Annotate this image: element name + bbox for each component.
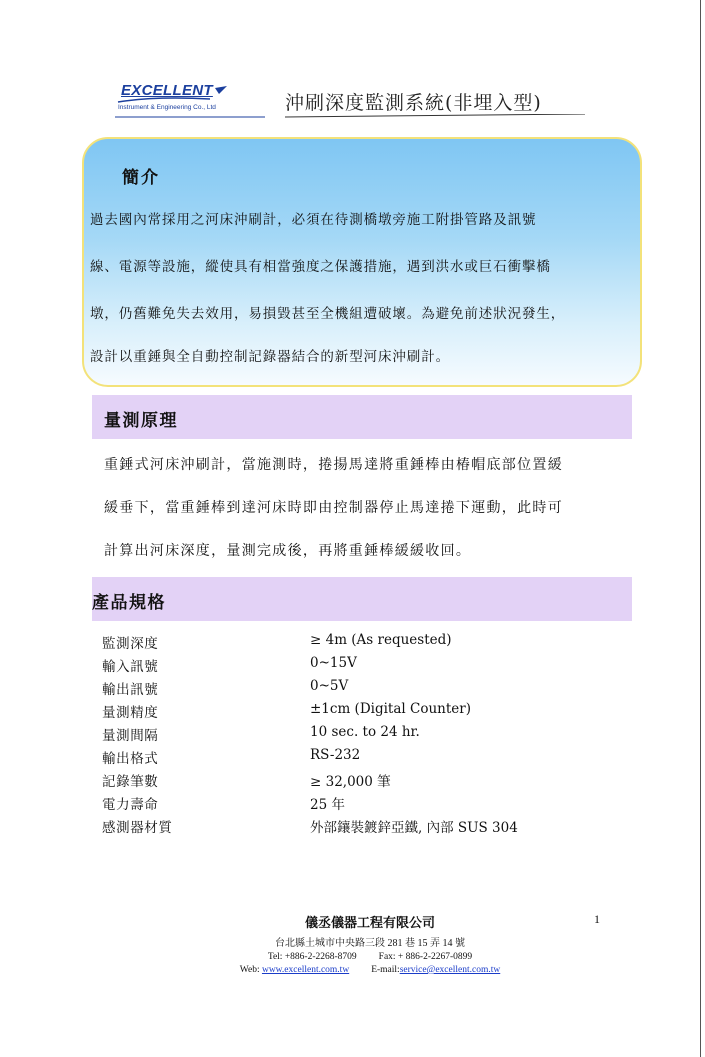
- website-link[interactable]: www.excellent.com.tw: [261, 965, 350, 975]
- principle-title: 量測原理: [104, 411, 178, 431]
- intro-title: 簡介: [122, 168, 160, 188]
- intro-line: 線、電源等設施，縱使具有相當強度之保護措施，遇到洪水或巨石衝擊橋: [90, 259, 551, 275]
- company-name: 儀丞儀器工程有限公司: [304, 916, 435, 931]
- page-edge-rule: [700, 0, 701, 1057]
- spec-label: 感測器材質: [102, 820, 173, 836]
- spec-row: [102, 701, 552, 721]
- spec-value: ≥ 32,000 筆: [310, 774, 391, 790]
- spec-row: [102, 678, 552, 698]
- email-link[interactable]: service@excellent.com.tw: [399, 965, 501, 975]
- principle-line: 計算出河床深度，量測完成後，再將重錘棒緩緩收回。: [104, 543, 472, 559]
- spec-value: 外部鑲裝鍍鋅亞鐵, 內部 SUS 304: [310, 820, 518, 836]
- spec-row: [102, 816, 552, 836]
- spec-row: [102, 793, 552, 813]
- fax: Fax: + 886-2-2267-0899: [378, 952, 473, 962]
- logo-name: EXCELLENT: [121, 82, 213, 99]
- specs-title: 產品規格: [92, 593, 166, 613]
- spec-value: 25 年: [310, 797, 345, 813]
- spec-value: ≥ 4m (As requested): [310, 632, 452, 648]
- intro-box: [82, 137, 642, 387]
- spec-label: 輸出訊號: [102, 682, 159, 698]
- spec-label: 量測精度: [102, 705, 159, 721]
- spec-row: [102, 747, 552, 767]
- spec-row: [102, 770, 552, 790]
- spec-value: 0~5V: [310, 678, 349, 694]
- spec-value: ±1cm (Digital Counter): [310, 701, 471, 717]
- spec-row: [102, 724, 552, 744]
- principle-line: 重錘式河床沖刷計，當施測時，捲揚馬達將重錘棒由椿帽底部位置緩: [104, 457, 563, 473]
- contact-web-email: [180, 965, 560, 975]
- principle-section-header: [92, 395, 632, 439]
- intro-line: 過去國內常採用之河床沖刷計，必須在待測橋墩旁施工附掛管路及訊號: [90, 212, 537, 228]
- contact-phone-fax: [180, 952, 560, 962]
- spec-row: [102, 655, 552, 675]
- spec-value: 10 sec. to 24 hr.: [310, 724, 420, 740]
- intro-line: 設計以重錘與全自動控制記錄器結合的新型河床沖刷計。: [90, 349, 450, 365]
- spec-label: 監測深度: [102, 636, 159, 652]
- spec-label: 輸入訊號: [102, 659, 159, 675]
- header-underline: [115, 114, 595, 120]
- intro-line: 墩，仍舊難免失去效用，易損毀甚至全機組遭破壞。為避免前述狀況發生，: [90, 306, 566, 322]
- page-number: 1: [594, 912, 600, 926]
- email-label: E-mail:: [371, 965, 400, 975]
- principle-line: 緩垂下，當重錘棒到達河床時即由控制器停止馬達捲下運動，此時可: [104, 500, 563, 516]
- tel: Tel: +886-2-2268-8709: [267, 952, 357, 962]
- company-logo: [115, 84, 265, 118]
- spec-value: 0~15V: [310, 655, 357, 671]
- web-label: Web:: [239, 965, 260, 975]
- company-address: 台北縣土城市中央路三段 281 巷 15 弄 14 號: [275, 938, 465, 949]
- document-header: [115, 84, 595, 118]
- spec-row: [102, 632, 552, 652]
- spec-value: RS-232: [310, 747, 361, 763]
- document-title: 沖刷深度監測系統(非埋入型): [285, 92, 542, 114]
- spec-label: 輸出格式: [102, 751, 159, 767]
- document-footer: [180, 912, 560, 975]
- specs-section-header: [92, 577, 632, 621]
- logo-subtitle: Instrument & Engineering Co., Ltd: [118, 104, 216, 111]
- spec-label: 電力壽命: [102, 797, 159, 813]
- spec-label: 記錄筆數: [102, 774, 159, 790]
- spec-label: 量測間隔: [102, 728, 159, 744]
